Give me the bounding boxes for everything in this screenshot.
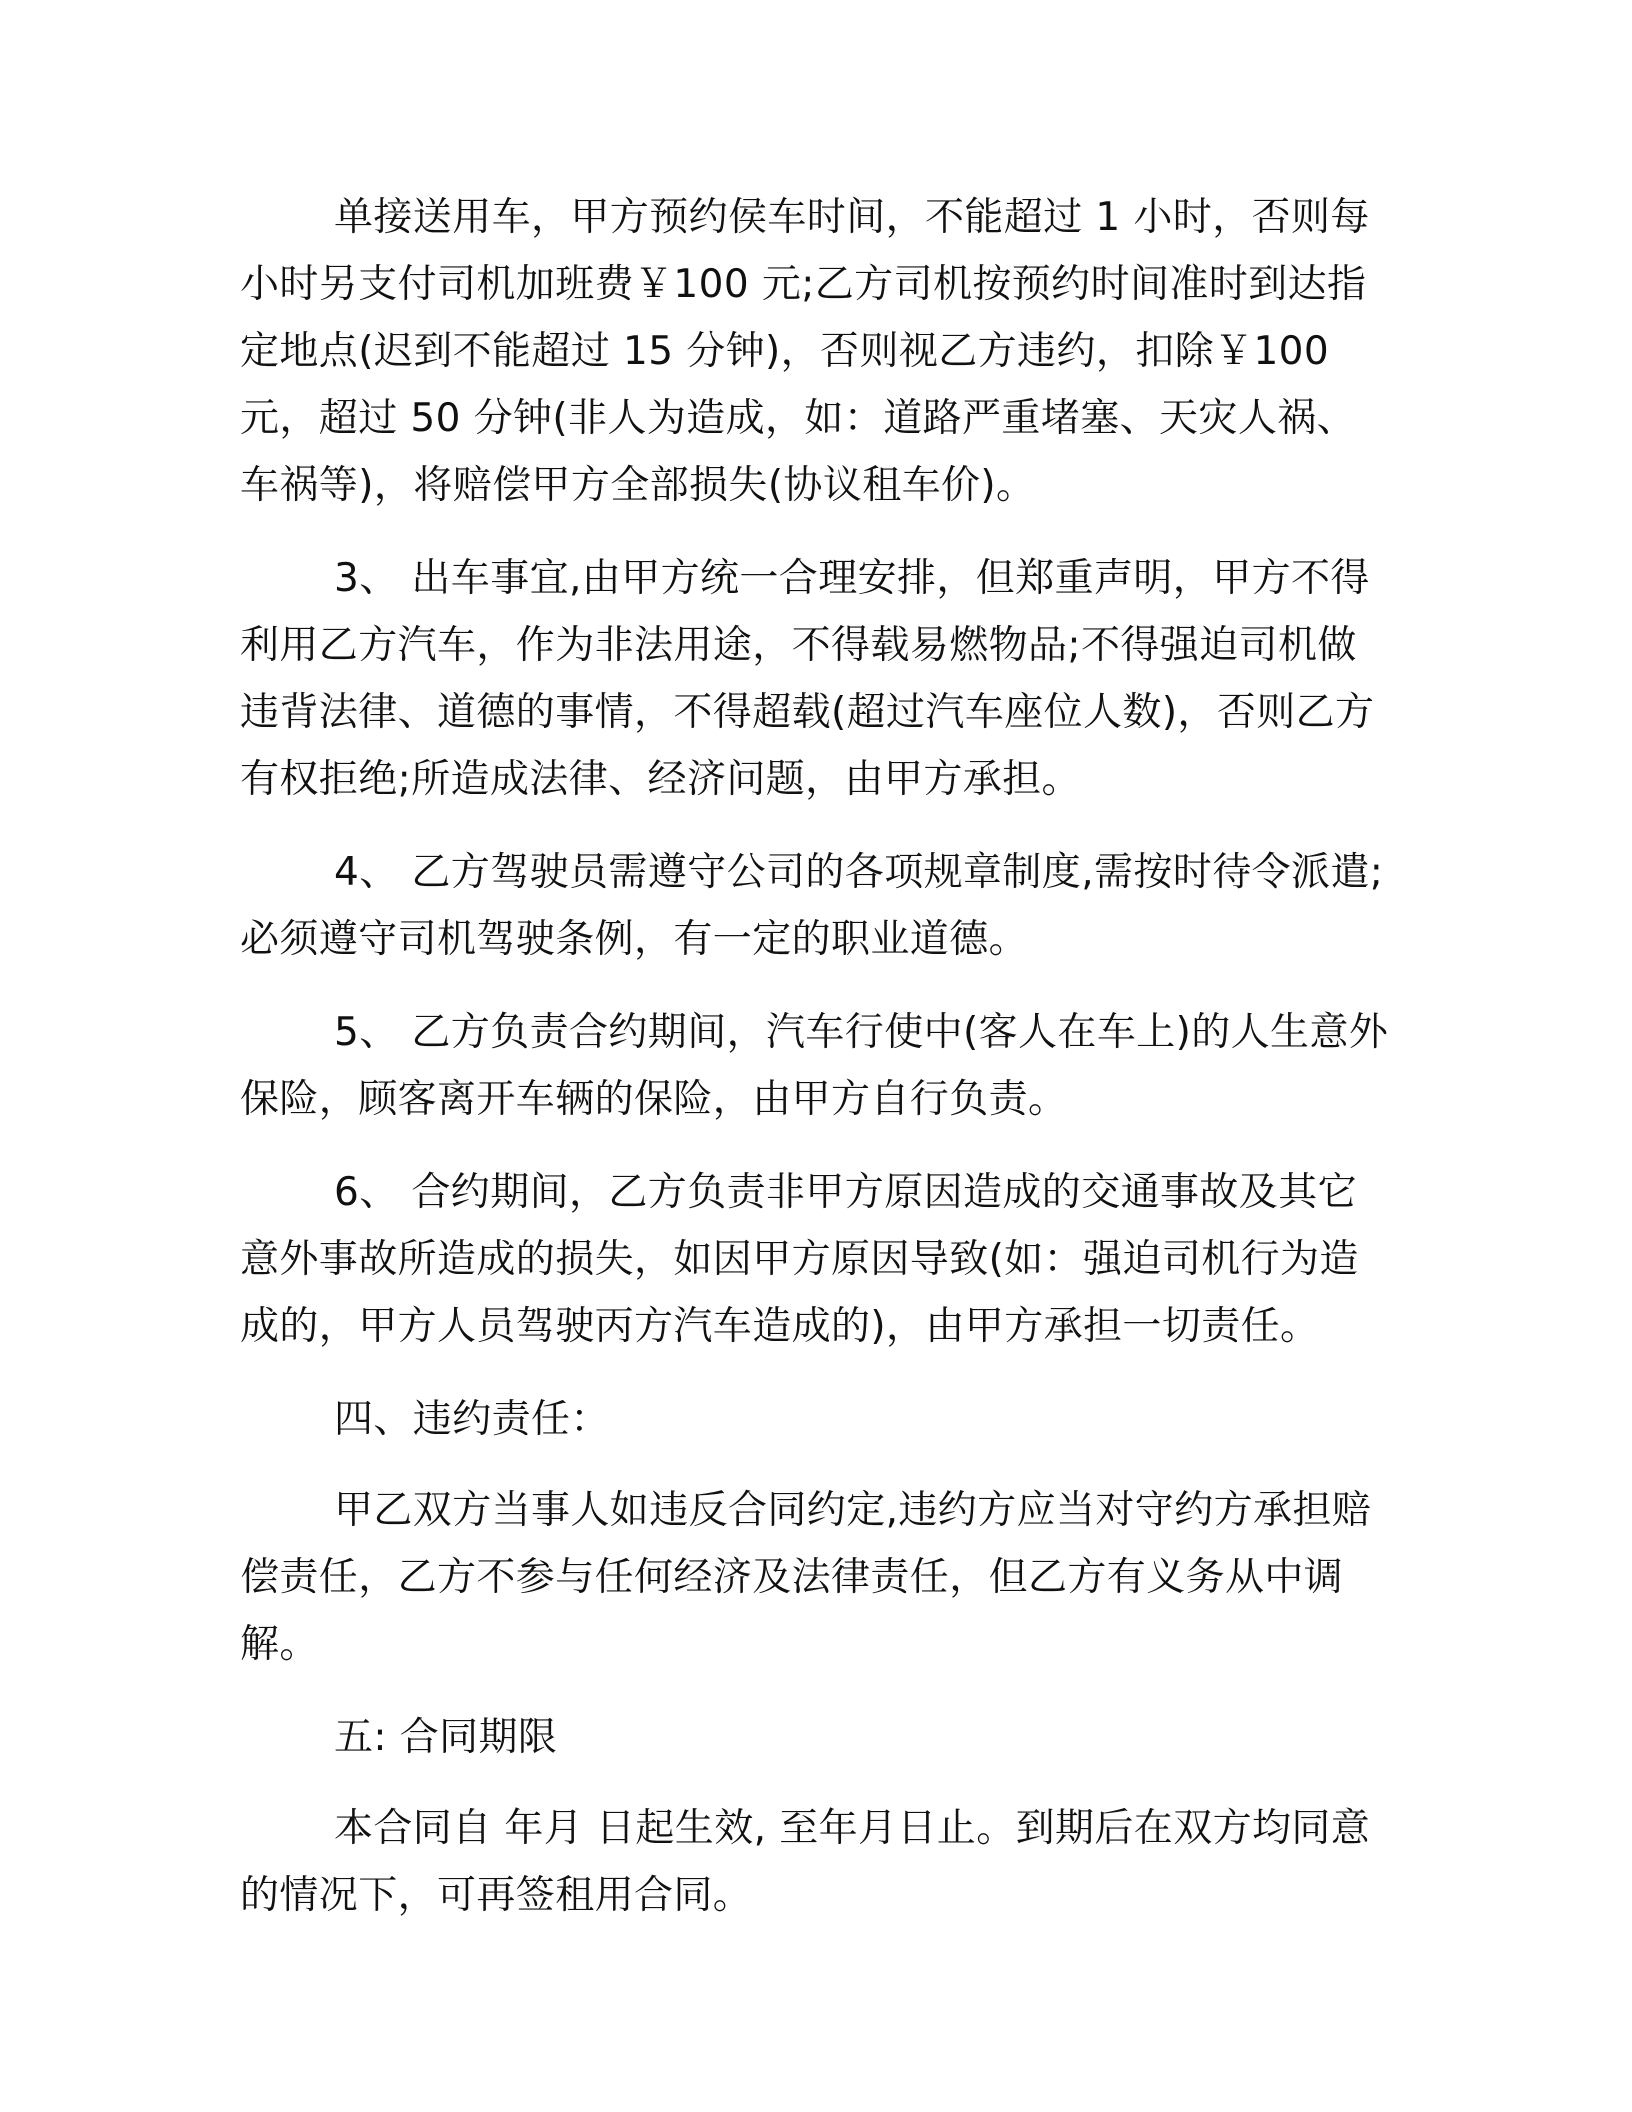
paragraph-pickup-terms: 单接送用车，甲方预约侯车时间，不能超过 1 小时，否则每小时另支付司机加班费￥100 元;乙方司机按预约时间准时到达指定地点(迟到不能超过 15 分钟)，否则视乙方违约，扣除￥100 元，超过 50 分钟(非人为造成，如：道路严重堵塞、天灾人祸、车祸等)，将赔偿甲方全部损失(协议租车价)。 [240, 195, 1370, 508]
section-heading-contract-term: 五: 合同期限 [334, 1715, 558, 1760]
section-heading-breach-liability: 四、违约责任： [334, 1397, 610, 1442]
paragraph-contract-term: 本合同自 年月 日起生效, 至年月日止。到期后在双方均同意的情况下，可再签租用合同。 [240, 1806, 1371, 1918]
document-body [240, 184, 1390, 1955]
paragraph-clause-5: 5、 乙方负责合约期间，汽车行使中(客人在车上)的人生意外保险，顾客离开车辆的保险，由甲方自行负责。 [240, 1010, 1389, 1122]
paragraph-clause-3: 3、 出车事宜,由甲方统一合理安排，但郑重声明，甲方不得利用乙方汽车，作为非法用途，不得载易燃物品;不得强迫司机做违背法律、道德的事情，不得超载(超过汽车座位人数)，否则乙方有权拒绝;所造成法律、经济问题，由甲方承担。 [240, 556, 1375, 802]
paragraph-clause-4: 4、 乙方驾驶员需遵守公司的各项规章制度,需按时待令派遣;必须遵守司机驾驶条例，有一定的职业道德。 [240, 850, 1384, 962]
paragraph-breach-liability: 甲乙双方当事人如违反合同约定,违约方应当对守约方承担赔偿责任，乙方不参与任何经济及法律责任，但乙方有义务从中调解。 [240, 1488, 1372, 1667]
paragraph-clause-6: 6、 合约期间，乙方负责非甲方原因造成的交通事故及其它意外事故所造成的损失，如因甲方原因导致(如：强迫司机行为造成的，甲方人员驾驶丙方汽车造成的)，由甲方承担一切责任。 [240, 1170, 1359, 1349]
